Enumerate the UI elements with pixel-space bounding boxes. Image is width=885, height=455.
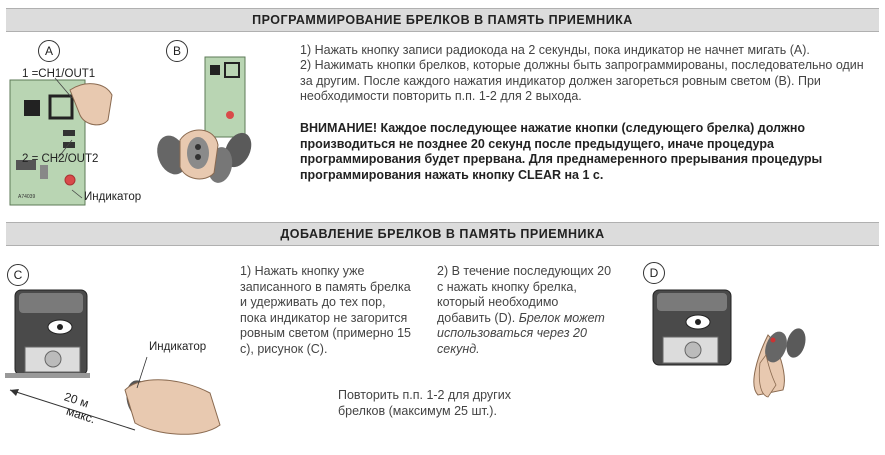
svg-text:A74039: A74039 bbox=[18, 194, 36, 200]
figure-c-marker: C bbox=[7, 264, 29, 286]
label-indicator-c: Индикатор bbox=[149, 341, 207, 353]
adding-step-2-text: 2) В течение последующих 20 с нажать кнопку брелка, который необходимо добавить (D). bbox=[437, 264, 612, 325]
programming-step-2: 2) Нажимать кнопки брелков, которые должны быть запрограммированы, последовательно один за другим. После каждого нажатия индикатор должен загореться ровным светом (B). При необходимости повторить п.п. 1-2 для 2 выхода. bbox=[300, 58, 864, 103]
receiver-board-illustration bbox=[10, 60, 120, 210]
label-ch2-out2: 2 = CH2/OUT2 bbox=[22, 153, 99, 165]
distance-unit: макс. bbox=[64, 403, 98, 427]
gate-motor-remote-illustration bbox=[5, 285, 235, 455]
programming-step-1: 1) Нажать кнопку записи радиокода на 2 секунды, пока индикатор не начнет мигать (A). bbox=[300, 43, 810, 57]
figure-b-marker: B bbox=[166, 40, 188, 62]
label-indicator-a: Индикатор bbox=[84, 191, 142, 203]
adding-step-2-note: Брелок может использоваться через 20 секунд. bbox=[437, 310, 605, 356]
distance-value: 20 м bbox=[62, 389, 91, 411]
repeat-instruction: Повторить п.п. 1-2 для других брелков (максимум 25 шт.). bbox=[338, 388, 511, 418]
keyfob-programming-illustration bbox=[150, 55, 250, 185]
section-header-programming: ПРОГРАММИРОВАНИЕ БРЕЛКОВ В ПАМЯТЬ ПРИЕМНИКА bbox=[6, 8, 879, 32]
programming-warning: ВНИМАНИЕ! Каждое последующее нажатие кнопки (следующего брелка) должно производиться не позднее 20 секунд после предыдущего, иначе процедура программирования будет прервана. Для преднамеренного прерывания процедуры программирования нажать кнопку CLEAR на 1 с. bbox=[300, 121, 823, 182]
figure-a-marker: A bbox=[38, 40, 60, 62]
gate-motor-new-remote-illustration bbox=[648, 285, 798, 455]
section-header-adding: ДОБАВЛЕНИЕ БРЕЛКОВ В ПАМЯТЬ ПРИЕМНИКА bbox=[6, 222, 879, 246]
adding-step-1: 1) Нажать кнопку уже записанного в память брелка и удерживать до тех пор, пока индикатор не загорится ровным светом (примерно 15 с), рисунок (C). bbox=[240, 264, 411, 356]
adding-step-2 bbox=[437, 264, 612, 357]
label-ch1-out1: 1 =CH1/OUT1 bbox=[22, 68, 96, 80]
figure-d-marker: D bbox=[643, 262, 665, 284]
